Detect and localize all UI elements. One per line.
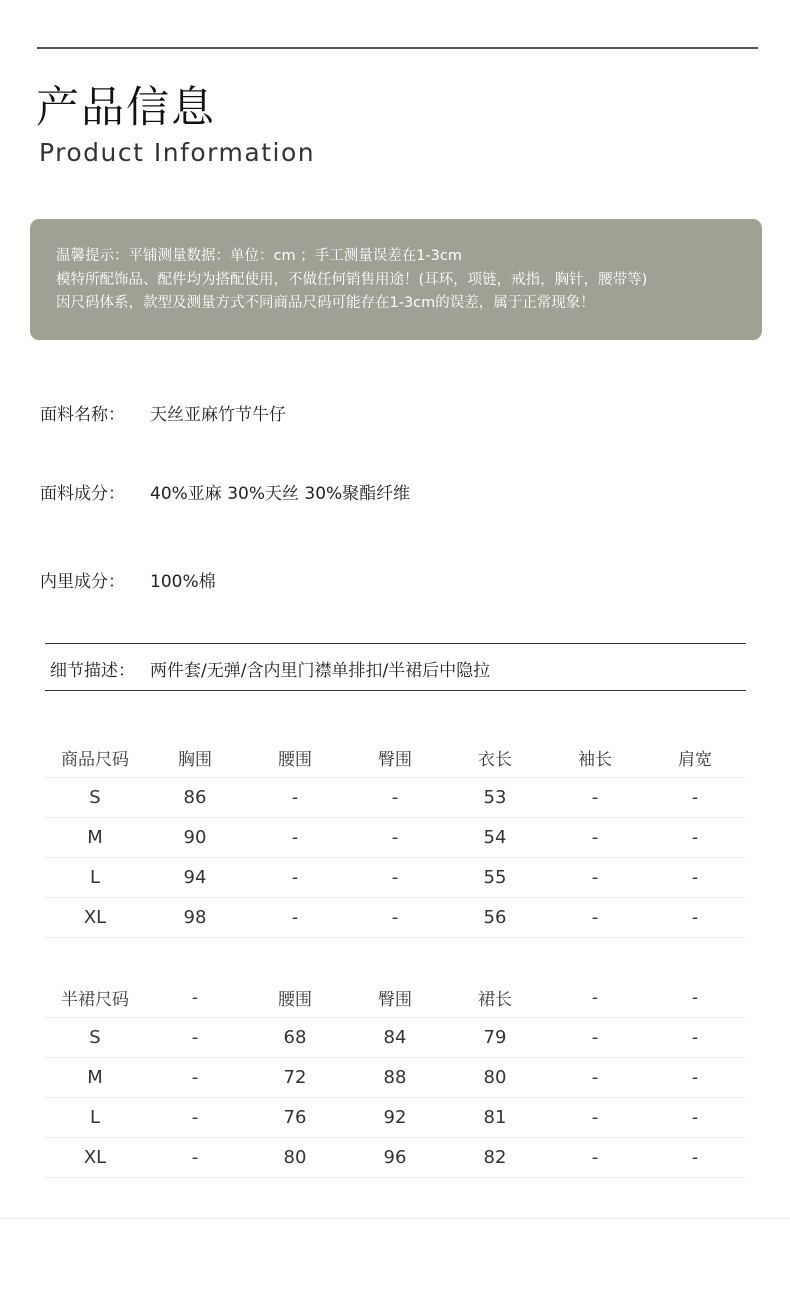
table-cell: 68: [245, 1018, 345, 1058]
page-title: 产品信息: [36, 83, 216, 133]
top-divider: [37, 47, 758, 49]
table-cell: L: [45, 1098, 145, 1138]
table-cell: XL: [45, 898, 145, 938]
table-header-cell: 腰围: [245, 738, 345, 778]
table-header-cell: 商品尺码: [45, 738, 145, 778]
table-cell: 90: [145, 818, 245, 858]
table-header-cell: 胸围: [145, 738, 245, 778]
bottom-divider: [0, 1218, 790, 1219]
table-cell: -: [645, 858, 745, 898]
spec-value: 40%亚麻 30%天丝 30%聚酯纤维: [150, 484, 411, 504]
table-row: [45, 1058, 745, 1098]
notice-line-size-variance: 因尺码体系，款型及测量方式不同商品尺码可能存在1-3cm的误差，属于正常现象！: [56, 295, 595, 311]
table-cell: -: [145, 1138, 245, 1178]
table-cell: 76: [245, 1098, 345, 1138]
spec-label: 面料名称：: [40, 405, 125, 425]
table-cell: -: [545, 858, 645, 898]
table-cell: M: [45, 1058, 145, 1098]
spec-fabric-name: [40, 400, 286, 425]
table-cell: 96: [345, 1138, 445, 1178]
table-cell: XL: [45, 1138, 145, 1178]
table-row: [45, 1098, 745, 1138]
table-cell: 80: [245, 1138, 345, 1178]
table-header-row: [45, 738, 745, 778]
table-cell: 82: [445, 1138, 545, 1178]
table-row: [45, 778, 745, 818]
table-cell: -: [245, 818, 345, 858]
table-cell: -: [145, 1098, 245, 1138]
table-cell: -: [245, 778, 345, 818]
table-cell: -: [645, 1018, 745, 1058]
table-cell: -: [645, 778, 745, 818]
table-cell: -: [645, 1138, 745, 1178]
table-cell: 72: [245, 1058, 345, 1098]
detail-description: [50, 656, 490, 681]
table-cell: 94: [145, 858, 245, 898]
table-cell: 79: [445, 1018, 545, 1058]
table-cell: -: [545, 898, 645, 938]
table-cell: -: [245, 858, 345, 898]
table-row: [45, 858, 745, 898]
table-row: [45, 818, 745, 858]
table-header-cell: 臀围: [345, 978, 445, 1018]
table-header-cell: -: [545, 978, 645, 1018]
skirt-size-table: [45, 978, 745, 1178]
table-cell: 84: [345, 1018, 445, 1058]
table-cell: -: [545, 1058, 645, 1098]
table-cell: -: [645, 1058, 745, 1098]
table-cell: -: [645, 898, 745, 938]
table-cell: -: [545, 1138, 645, 1178]
table-cell: -: [345, 818, 445, 858]
spec-lining-composition: [40, 567, 216, 592]
table-cell: 88: [345, 1058, 445, 1098]
spec-value: 天丝亚麻竹节牛仔: [150, 405, 286, 425]
table-cell: -: [645, 818, 745, 858]
spec-label: 内里成分：: [40, 572, 125, 592]
table-header-row: [45, 978, 745, 1018]
notice-line-accessories: 模特所配饰品、配件均为搭配使用，不做任何销售用途！(耳环，项链，戒指，胸针，腰带等): [56, 271, 648, 288]
table-cell: -: [545, 1098, 645, 1138]
table-cell: -: [545, 778, 645, 818]
table-cell: -: [345, 898, 445, 938]
detail-label: 细节描述：: [50, 661, 135, 681]
table-cell: 80: [445, 1058, 545, 1098]
table-cell: 92: [345, 1098, 445, 1138]
table-cell: -: [245, 898, 345, 938]
table-cell: 56: [445, 898, 545, 938]
table-cell: 86: [145, 778, 245, 818]
spec-fabric-composition: [40, 479, 410, 504]
detail-value: 两件套/无弹/含内里门襟单排扣/半裙后中隐拉: [150, 661, 491, 681]
table-cell: S: [45, 778, 145, 818]
table-header-cell: -: [145, 978, 245, 1018]
table-header-cell: 腰围: [245, 978, 345, 1018]
table-header-cell: 肩宽: [645, 738, 745, 778]
table-header-cell: 半裙尺码: [45, 978, 145, 1018]
spec-label: 面料成分：: [40, 484, 125, 504]
table-cell: -: [545, 1018, 645, 1058]
table-cell: 98: [145, 898, 245, 938]
table-cell: 54: [445, 818, 545, 858]
table-cell: -: [145, 1058, 245, 1098]
page-subtitle: Product Information: [39, 138, 316, 167]
table-row: [45, 1018, 745, 1058]
table-cell: L: [45, 858, 145, 898]
notice-box: [30, 219, 762, 340]
table-header-cell: -: [645, 978, 745, 1018]
spec-value: 100%棉: [150, 572, 216, 592]
table-row: [45, 1138, 745, 1178]
table-cell: 53: [445, 778, 545, 818]
table-cell: -: [145, 1018, 245, 1058]
table-cell: 81: [445, 1098, 545, 1138]
table-cell: -: [345, 778, 445, 818]
detail-description-block: [45, 643, 746, 691]
table-cell: -: [345, 858, 445, 898]
table-cell: 55: [445, 858, 545, 898]
table-header-cell: 衣长: [445, 738, 545, 778]
notice-line-measurement: 温馨提示：平铺测量数据：单位：cm ；手工测量误差在1-3cm: [56, 248, 462, 264]
table-cell: M: [45, 818, 145, 858]
table-header-cell: 袖长: [545, 738, 645, 778]
table-row: [45, 898, 745, 938]
top-size-table: [45, 738, 745, 938]
table-cell: S: [45, 1018, 145, 1058]
table-cell: -: [645, 1098, 745, 1138]
table-cell: -: [545, 818, 645, 858]
table-header-cell: 裙长: [445, 978, 545, 1018]
table-header-cell: 臀围: [345, 738, 445, 778]
